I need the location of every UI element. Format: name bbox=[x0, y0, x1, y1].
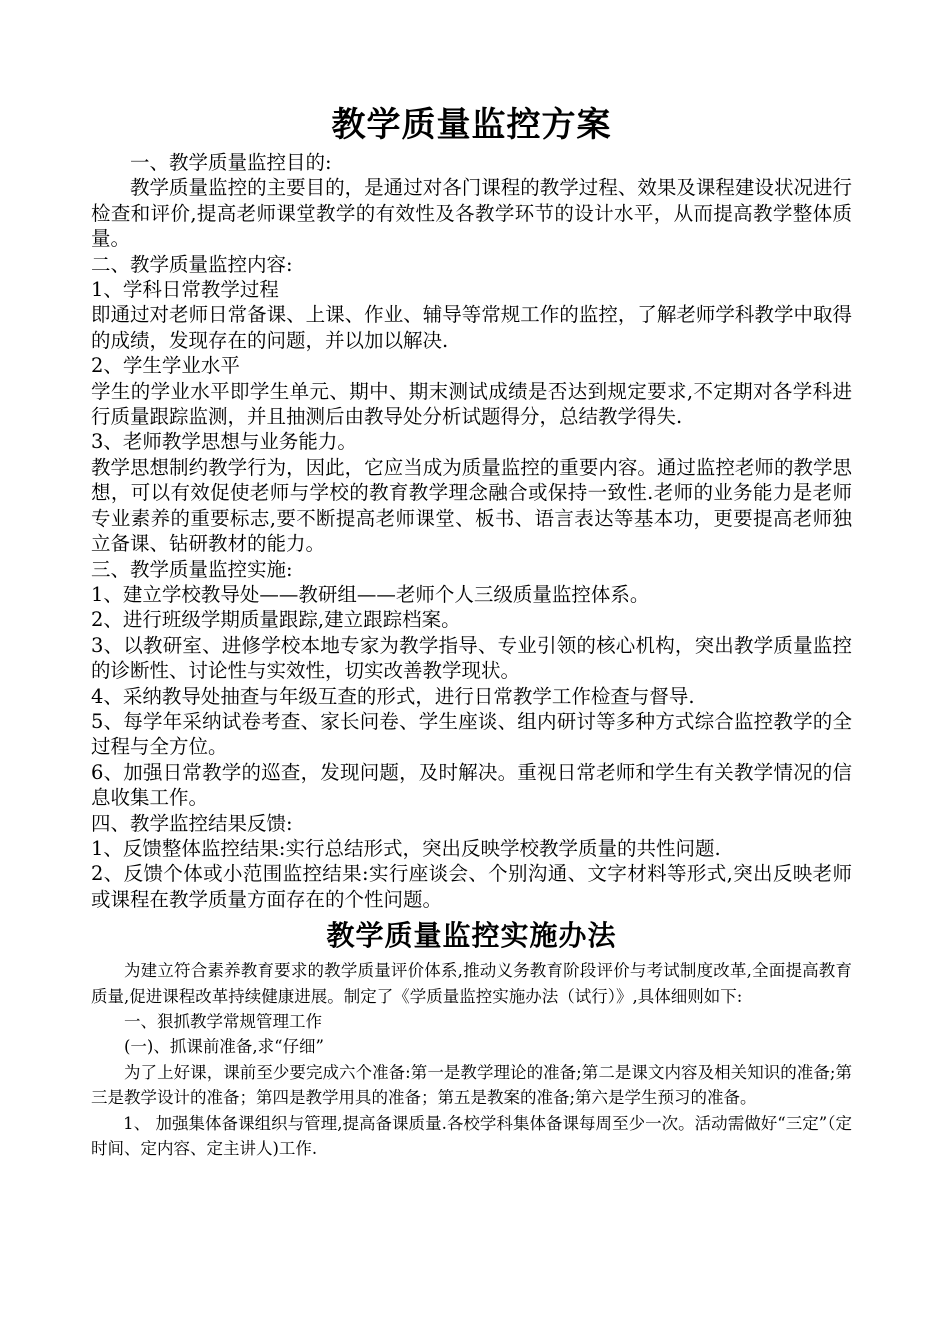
heading-content: 二、教学质量监控内容: bbox=[91, 252, 293, 276]
paragraph-daily-teaching: 即通过对老师日常备课、上课、作业、辅导等常规工作的监控，了解老师学科教学中取得的成绩，发现存在的问题，并以加以解决. bbox=[91, 303, 852, 352]
list-item: 2、进行班级学期质量跟踪,建立跟踪档案。 bbox=[91, 608, 461, 632]
document-title: 教学质量监控方案 bbox=[331, 105, 612, 145]
list-item: 4、采纳教导处抽查与年级互查的形式，进行日常教学工作检查与督导. bbox=[91, 684, 695, 708]
list-item: 1、反馈整体监控结果:实行总结形式，突出反映学校教学质量的共性问题. bbox=[91, 836, 721, 860]
section-monitoring-plan bbox=[91, 150, 852, 912]
heading-implementation: 三、教学质量监控实施: bbox=[91, 557, 293, 581]
subheading-student-level: 2、学生学业水平 bbox=[91, 354, 240, 378]
subheading-teacher-ability: 3、老师教学思想与业务能力。 bbox=[91, 430, 357, 454]
list-item: 3、以教研室、进修学校本地专家为教学指导、专业引领的核心机构，突出教学质量监控的诊断性、讨论性与实效性，切实改善教学现状。 bbox=[91, 633, 852, 683]
paragraph-collective-prep: 1、 加强集体备课组织与管理,提高备课质量.各校学科集体备课每周至少一次。活动需做好“三定”（定时间、定内容、定主讲人)工作. bbox=[91, 1113, 852, 1159]
list-item: 5、每学年采纳试卷考查、家长问卷、学生座谈、组内研讨等多种方式综合监控教学的全过程与全方位。 bbox=[91, 709, 852, 759]
section-implementation-method bbox=[91, 958, 852, 1161]
document-title-2: 教学质量监控实施办法 bbox=[326, 919, 617, 953]
heading-feedback: 四、教学监控结果反馈: bbox=[91, 811, 293, 835]
paragraph-goal: 教学质量监控的主要目的，是通过对各门课程的教学过程、效果及课程建设状况进行检查和评价,提高老师课堂教学的有效性及各教学环节的设计水平，从而提高教学整体质量。 bbox=[91, 176, 852, 251]
subheading-lesson-prep: (一)、抓课前准备,求“仔细” bbox=[124, 1037, 324, 1057]
subheading-daily-teaching: 1、学科日常教学过程 bbox=[91, 278, 279, 302]
paragraph-lesson-prep: 为了上好课，课前至少要完成六个准备:第一是教学理论的准备;第二是课文内容及相关知识的准备;第三是教学设计的准备；第四是教学用具的准备；第五是教案的准备;第六是学生预习的准备。 bbox=[91, 1062, 852, 1108]
list-item: 6、加强日常教学的巡查，发现问题，及时解决。重视日常老师和学生有关教学情况的信息收集工作。 bbox=[91, 760, 852, 810]
heading-routine-management: 一、狠抓教学常规管理工作 bbox=[124, 1012, 322, 1031]
list-item: 2、反馈个体或小范围监控结果:实行座谈会、个别沟通、文字材料等形式,突出反映老师或课程在教学质量方面存在的个性问题。 bbox=[91, 862, 852, 911]
list-item: 1、建立学校教导处——教研组——老师个人三级质量监控体系。 bbox=[91, 582, 650, 606]
heading-goal: 一、教学质量监控目的: bbox=[130, 151, 332, 174]
paragraph-student-level: 学生的学业水平即学生单元、期中、期末测试成绩是否达到规定要求,不定期对各学科进行质量跟踪监测，并且抽测后由教导处分析试题得分，总结教学得失. bbox=[91, 379, 852, 429]
paragraph-teacher-ability: 教学思想制约教学行为，因此，它应当成为质量监控的重要内容。通过监控老师的教学思想，可以有效促使老师与学校的教育教学理念融合或保持一致性.老师的业务能力是老师专业素养的重要标志,要不断提高老师课堂、板书、语言表达等基本功，更要提高老师独立备课、钻研教材的能力。 bbox=[91, 455, 852, 556]
paragraph-intro: 为建立符合素养教育要求的教学质量评价体系,推动义务教育阶段评价与考试制度改革,全面提高教育质量,促进课程改革持续健康进展。制定了《学质量监控实施办法（试行）》,具体细则如下: bbox=[91, 961, 852, 1006]
